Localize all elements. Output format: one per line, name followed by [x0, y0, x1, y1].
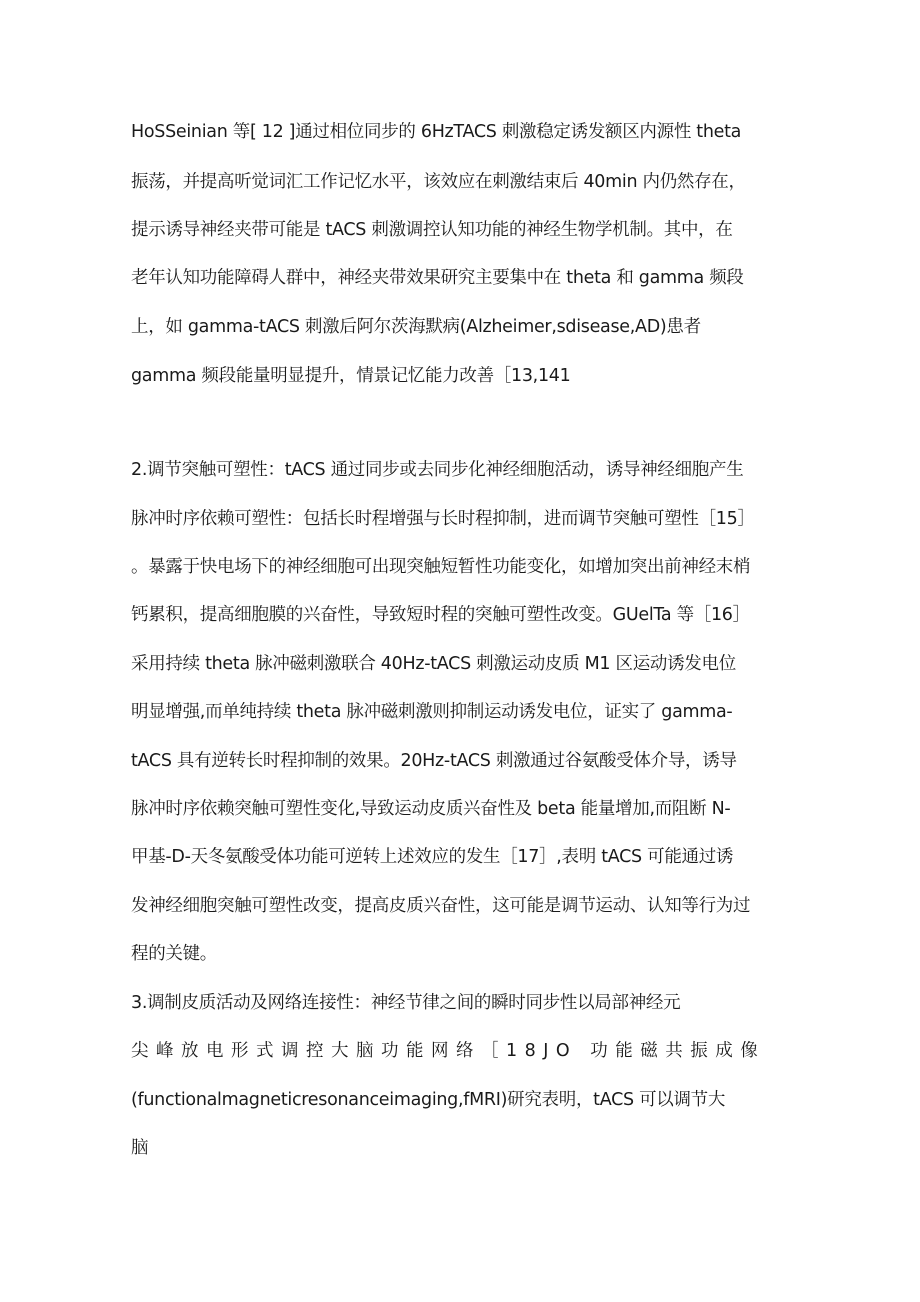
paragraph-3-line: 脑 [131, 1138, 149, 1158]
paragraph-2-line: 脉冲时序依赖突触可塑性变化,导致运动皮质兴奋性及 beta 能量增加,而阻断 N- [131, 799, 731, 819]
paragraph-2-line: 采用持续 theta 脉冲磁刺激联合 40Hz-tACS 刺激运动皮质 M1 区运动诱发电位 [131, 654, 736, 674]
paragraph-2-line: 明显增强,而单纯持续 theta 脉冲磁刺激则抑制运动诱发电位，证实了 gamma- [131, 702, 733, 722]
paragraph-2-line: 程的关键。 [131, 944, 217, 964]
paragraph-2-line: tACS 具有逆转长时程抑制的效果。20Hz-tACS 刺激通过谷氨酸受体介导，诱导 [131, 751, 737, 771]
paragraph-1-line: HoSSeinian 等[ 12 ]通过相位同步的 6HzTACS 刺激稳定诱发额区内源性 theta [131, 122, 742, 142]
paragraph-2-line: 2.调节突触可塑性：tACS 通过同步或去同步化神经细胞活动，诱导神经细胞产生 [131, 460, 744, 480]
paragraph-2-line: 。暴露于快电场下的神经细胞可出现突触短暂性功能变化，如增加突出前神经末梢 [131, 557, 751, 577]
paragraph-3-line: 尖峰放电形式调控大脑功能网络［18JO 功能磁共振成像 [131, 1041, 766, 1061]
paragraph-2-line: 脉冲时序依赖可塑性：包括长时程增强与长时程抑制，进而调节突触可塑性［15］ [131, 509, 755, 529]
paragraph-2-line: 钙累积，提高细胞膜的兴奋性，导致短时程的突触可塑性改变。GUelTa 等［16］ [131, 605, 750, 625]
paragraph-1-line: 老年认知功能障碍人群中，神经夹带效果研究主要集中在 theta 和 gamma 频段 [131, 268, 744, 288]
paragraph-3-line: 3.调制皮质活动及网络连接性：神经节律之间的瞬时同步性以局部神经元 [131, 993, 681, 1013]
paragraph-1-line: 提示诱导神经夹带可能是 tACS 刺激调控认知功能的神经生物学机制。其中，在 [131, 220, 733, 240]
paragraph-2-line: 发神经细胞突触可塑性改变，提高皮质兴奋性，这可能是调节运动、认知等行为过 [131, 896, 751, 916]
paragraph-1-line: gamma 频段能量明显提升，情景记忆能力改善［13,141 [131, 366, 571, 386]
paragraph-3-line: (functionalmagneticresonanceimaging,fMRI)研究表明，tACS 可以调节大 [131, 1090, 726, 1110]
paragraph-1-line: 上，如 gamma-tACS 刺激后阿尔茨海默病(Alzheimer,sdisease,AD)患者 [131, 317, 701, 337]
paragraph-1-line: 振荡，并提高听觉词汇工作记忆水平，该效应在刺激结束后 40min 内仍然存在， [131, 172, 746, 192]
paragraph-2-line: 甲基-D-天冬氨酸受体功能可逆转上述效应的发生［17］,表明 tACS 可能通过诱 [131, 847, 734, 867]
